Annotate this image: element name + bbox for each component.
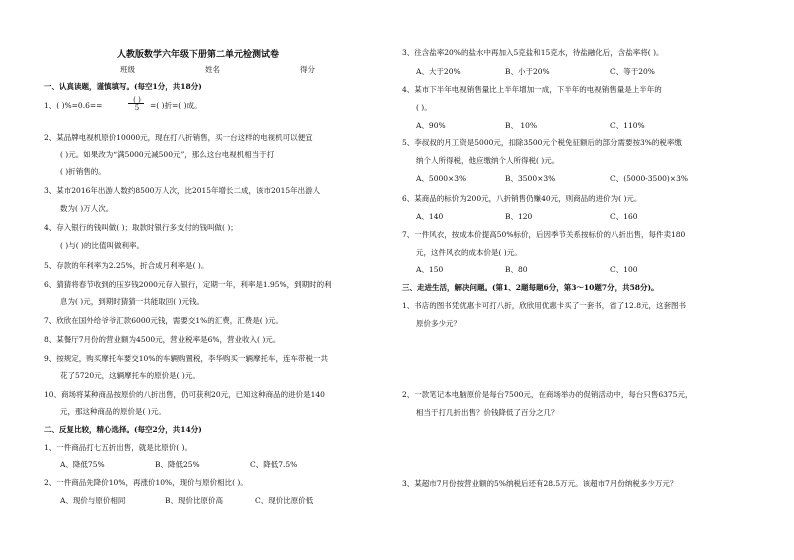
s2-q5-option-b: B、3500×3% [505, 174, 556, 183]
s1-q3-line2: 数为( )万人次。 [60, 204, 114, 213]
s2-q5-line1: 5、李叔叔的月工资是5000元，扣除3500元个税免征额后的部分需要按3%的税率缴 [402, 138, 682, 147]
s2-q3-option-b: B、小于20% [505, 67, 550, 76]
s2-q7-line2: 元，这件风衣的成本价是( )元。 [416, 248, 522, 257]
s2-q4-option-a: A、90% [416, 121, 446, 130]
fraction-numerator: ( ) [133, 96, 141, 104]
s1-q2-line2: ( )元。如果改为“满5000元减500元”，那么这台电视机相当于打 [60, 150, 275, 159]
s2-q4-option-c: C、110% [610, 121, 645, 130]
s2-q1-option-a: A、降低75% [60, 460, 105, 469]
s2-q4-option-b: B、 10% [505, 121, 538, 130]
s2-q6-option-a: A、140 [416, 212, 444, 221]
s1-q10-line2: 元，那这种商品的原价是( )元。 [60, 407, 166, 416]
s2-q4-line2: ( )。 [416, 103, 432, 112]
s1-q6-line1: 6、猜猜将春节收到的压岁钱2000元存入银行，定期一年，利率是1.95%，到期时的利 [44, 280, 332, 289]
s2-q3: 3、往含盐率20%的盐水中再加入5克盐和15克水，待盐融化后，含盐率将( )。 [402, 48, 664, 57]
s2-q7-option-b: B、80 [505, 265, 528, 274]
s3-p2-line2: 相当于打几折出售？价钱降低了百分之几？ [416, 408, 559, 417]
s2-q6-option-c: C、160 [610, 212, 638, 221]
section1-heading: 一、认真读题，谨慎填写。(每空1分，共18分) [44, 82, 202, 91]
s2-q6-option-b: B、120 [505, 212, 533, 221]
s2-q2: 2、一件商品先降价10%，再涨价10%，现价与原价相比( )。 [44, 478, 248, 487]
s2-q2-option-a: A、现价与原价相同 [60, 496, 126, 505]
s1-q2-line1: 2、某品牌电视机原价10000元，现在打八折销售，买一台这样的电视机可以便宜 [44, 133, 313, 142]
s2-q1-option-c: C、降低7.5% [250, 460, 298, 469]
s3-p3: 3、某超市7月份按营业额的5%纳税后还有28.5万元。该超市7月份纳税多少万元？ [402, 479, 678, 488]
s2-q7-line1: 7、一件风衣，按成本价提高50%标价，后因季节关系按标价的八折出售，每件卖180 [402, 230, 686, 239]
s2-q3-option-c: C、等于20% [610, 67, 655, 76]
s1-q6-line2: 息为( )元，到期时猜猜一共能取回( )元钱。 [60, 297, 204, 306]
s2-q5-option-a: A、5000×3% [416, 174, 467, 183]
s1-q3-line1: 3、某市2016年出游人数约8500万人次，比2015年增长二成，该市2015年出游人 [44, 186, 321, 195]
s3-p2-line1: 2、一款笔记本电脑原价是每台7500元，在商场举办的促销活动中，每台只售6375元， [402, 390, 693, 399]
s1-q9-line1: 9、按规定，购买摩托车要交10%的车辆购置税，李华购买一辆摩托车，连车带税一共 [44, 354, 328, 363]
section2-heading: 二、反复比较，精心选择。(每空2分，共14分) [44, 425, 202, 434]
s2-q6: 6、某商品的标价为200元，八折销售仍赚40元，则商品的进价为( )元。 [402, 194, 642, 203]
s2-q4-line1: 4、某市下半年电视销售量比上半年增加一成，下半年的电视销售量是上半年的 [402, 85, 662, 94]
s1-q1-suffix: =( )折=( )成。 [150, 101, 202, 110]
s2-q5-line2: 纳个人所得税，他应缴纳个人所得税( )元。 [416, 156, 560, 165]
s2-q1-option-b: B、降低25% [155, 460, 200, 469]
s1-q9-line2: 花了5720元，这辆摩托车的原价是( )元。 [60, 371, 200, 380]
s1-q1-fraction [126, 96, 148, 114]
s1-q5: 5、存款的年利率为2.25%，折合成月利率是( )。 [44, 261, 209, 270]
s2-q2-option-b: B、现价比原价高 [165, 496, 224, 505]
s2-q7-option-c: C、100 [610, 265, 638, 274]
name-label: 姓名 [205, 65, 220, 74]
s1-q4-line2: ( )与( )的比值叫做利率。 [60, 241, 144, 250]
s2-q2-option-c: C、现价比原价低 [255, 496, 314, 505]
class-label: 班级 [120, 65, 135, 74]
s1-q10-line1: 10、商场将某种商品按原价的八折出售，仍可获利20元，已知这种商品的进价是140 [44, 390, 325, 399]
s2-q1: 1、一件商品打七五折出售，就是比原价( )。 [44, 443, 193, 452]
s3-p1-line1: 1、书店的图书凭优惠卡可打八折，欣欣用优惠卡买了一套书，省了12.8元，这套图书 [402, 301, 686, 310]
s1-q4-line1: 4、存入银行的钱叫做( )；取款时银行多支付的钱叫做( )； [44, 223, 238, 232]
section3-heading: 三、走进生活，解决问题。(第1、2题每题6分，第3～10题7分，共58分)。 [402, 283, 659, 292]
s2-q5-option-c: C、(5000-3500)×3% [610, 174, 688, 183]
s2-q3-option-a: A、大于20% [416, 67, 461, 76]
page-title: 人教版数学六年级下册第二单元检测试卷 [117, 50, 280, 60]
s3-p1-line2: 原价多少元？ [416, 319, 461, 328]
score-label: 得分 [300, 65, 315, 74]
fraction-denominator: 5 [134, 104, 140, 112]
s2-q7-option-a: A、150 [416, 265, 444, 274]
s1-q2-line3: ( )折销售的。 [60, 167, 106, 176]
s1-q7: 7、欣欣在国外给爷爷汇款6000元钱，需要交1%的汇费，汇费是( )元。 [44, 316, 283, 325]
s1-q8: 8、某餐厅7月份的营业额为4500元，营业税率是6%，营业收入( )元。 [44, 335, 281, 344]
s1-q1-prefix: 1、( )%=0.6== [44, 101, 103, 110]
